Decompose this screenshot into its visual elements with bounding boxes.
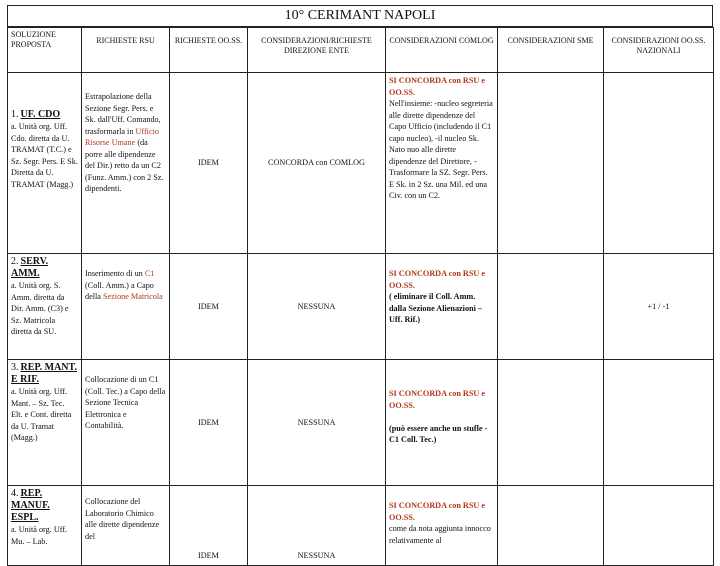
naz-cell [604, 486, 714, 566]
header-direzione: CONSIDERAZIONI/RICHIESTE DIREZIONE ENTE [248, 28, 386, 73]
soluzione-cell [8, 360, 82, 486]
direzione-cell: NESSUNA [248, 486, 386, 566]
unit-number: 3. [11, 362, 19, 373]
rsu-cell: Collocazione di un C1 (Coll. Tec.) a Capo della Sezione Tecnica Elettronica e Contabilità. [82, 360, 170, 486]
rsu-cell: Estrapolazione della Sezione Segr. Pers. e Sk. dall'Uff. Comando, trasformarla in Ufficio Risorse Umane (da porre alle dipendenze del Dir.) retto da un C2 (Funz. Amm.) con 2 Sz. dipendenti. [82, 73, 170, 254]
naz-cell: +1 / -1 [604, 254, 714, 360]
sme-cell [498, 486, 604, 566]
rsu-cell: Inserimento di un C1 (Coll. Amm.) a Capo della Sezione Matricola [82, 254, 170, 360]
header-ooss: RICHIESTE OO.SS. [170, 28, 248, 73]
unit-name: REP. MANT. E RIF. [11, 362, 77, 385]
ooss-cell: IDEM [170, 360, 248, 486]
sme-cell [498, 360, 604, 486]
unit-number: 4. [11, 488, 19, 499]
ooss-cell: IDEM [170, 486, 248, 566]
comlog-cell: SI CONCORDA con RSU e OO.SS. (può essere anche un stufle - C1 Coll. Tec.) [386, 360, 498, 486]
naz-cell [604, 360, 714, 486]
sme-cell [498, 73, 604, 254]
ooss-cell: IDEM [170, 73, 248, 254]
sme-cell [498, 254, 604, 360]
unit-name: UF. CDO [20, 109, 61, 120]
header-naz: CONSIDERAZIONI OO.SS. NAZIONALI [604, 28, 714, 73]
page-title: 10° CERIMANT NAPOLI [7, 5, 713, 27]
comlog-cell: SI CONCORDA con RSU e OO.SS. ( eliminare il Coll. Amm. dalla Sezione Alienazioni – Uff. Rif.) [386, 254, 498, 360]
table-header-row [8, 28, 714, 73]
table-row [8, 254, 714, 360]
unit-number: 1. [11, 109, 19, 120]
unit-name: REP. MANUF. ESPL. [11, 488, 50, 523]
header-soluzione: SOLUZIONE PROPOSTA [8, 28, 82, 73]
naz-cell [604, 73, 714, 254]
table-row [8, 73, 714, 254]
unit-description: a. Unità org. S. Amm. diretta da Dir. Amm. (C3) e Sz. Matricola diretta da SU. [11, 281, 69, 336]
table-row [8, 486, 714, 566]
unit-description: a. Unità org. Uff. Mant. – Sz. Tec. Elt. e Cont. diretta da U. Tramat (Magg.) [11, 387, 72, 442]
rsu-cell: Collocazione del Laboratorio Chimico alle dirette dipendenze del [82, 486, 170, 566]
table-row [8, 360, 714, 486]
direzione-cell: NESSUNA [248, 360, 386, 486]
header-sme: CONSIDERAZIONI SME [498, 28, 604, 73]
unit-description: a. Unità org. Uff. Mu. – Lab. [11, 525, 68, 546]
direzione-cell: CONCORDA con COMLOG [248, 73, 386, 254]
soluzione-cell [8, 73, 82, 254]
considerations-table [7, 27, 714, 566]
ooss-cell: IDEM [170, 254, 248, 360]
soluzione-cell [8, 486, 82, 566]
direzione-cell: NESSUNA [248, 254, 386, 360]
header-comlog: CONSIDERAZIONI COMLOG [386, 28, 498, 73]
unit-description: a. Unità org. Uff. Cdo. diretta da U. TRAMAT (T.C.) e Sz. Segr. Pers. E Sk. Diretta da U. TRAMAT (Magg.) [11, 122, 78, 189]
unit-name: SERV. AMM. [11, 256, 49, 279]
comlog-cell: SI CONCORDA con RSU e OO.SS. Nell'insieme: -nucleo segreteria alle dirette dipendenze del Capo Ufficio (includendo il C1 capo nucleo), -il nucleo Sk. Nato nuo alle dirette dipendenze del Direttore, - Trasformare la SZ. Segr. Pers. E Sk. in 2 Sz. una Mil. ed una Civ. con un C2. [386, 73, 498, 254]
header-rsu: RICHIESTE RSU [82, 28, 170, 73]
soluzione-cell [8, 254, 82, 360]
comlog-cell: SI CONCORDA con RSU e OO.SS. come da nota aggiunta innocco relativamente al [386, 486, 498, 566]
unit-number: 2. [11, 256, 19, 267]
